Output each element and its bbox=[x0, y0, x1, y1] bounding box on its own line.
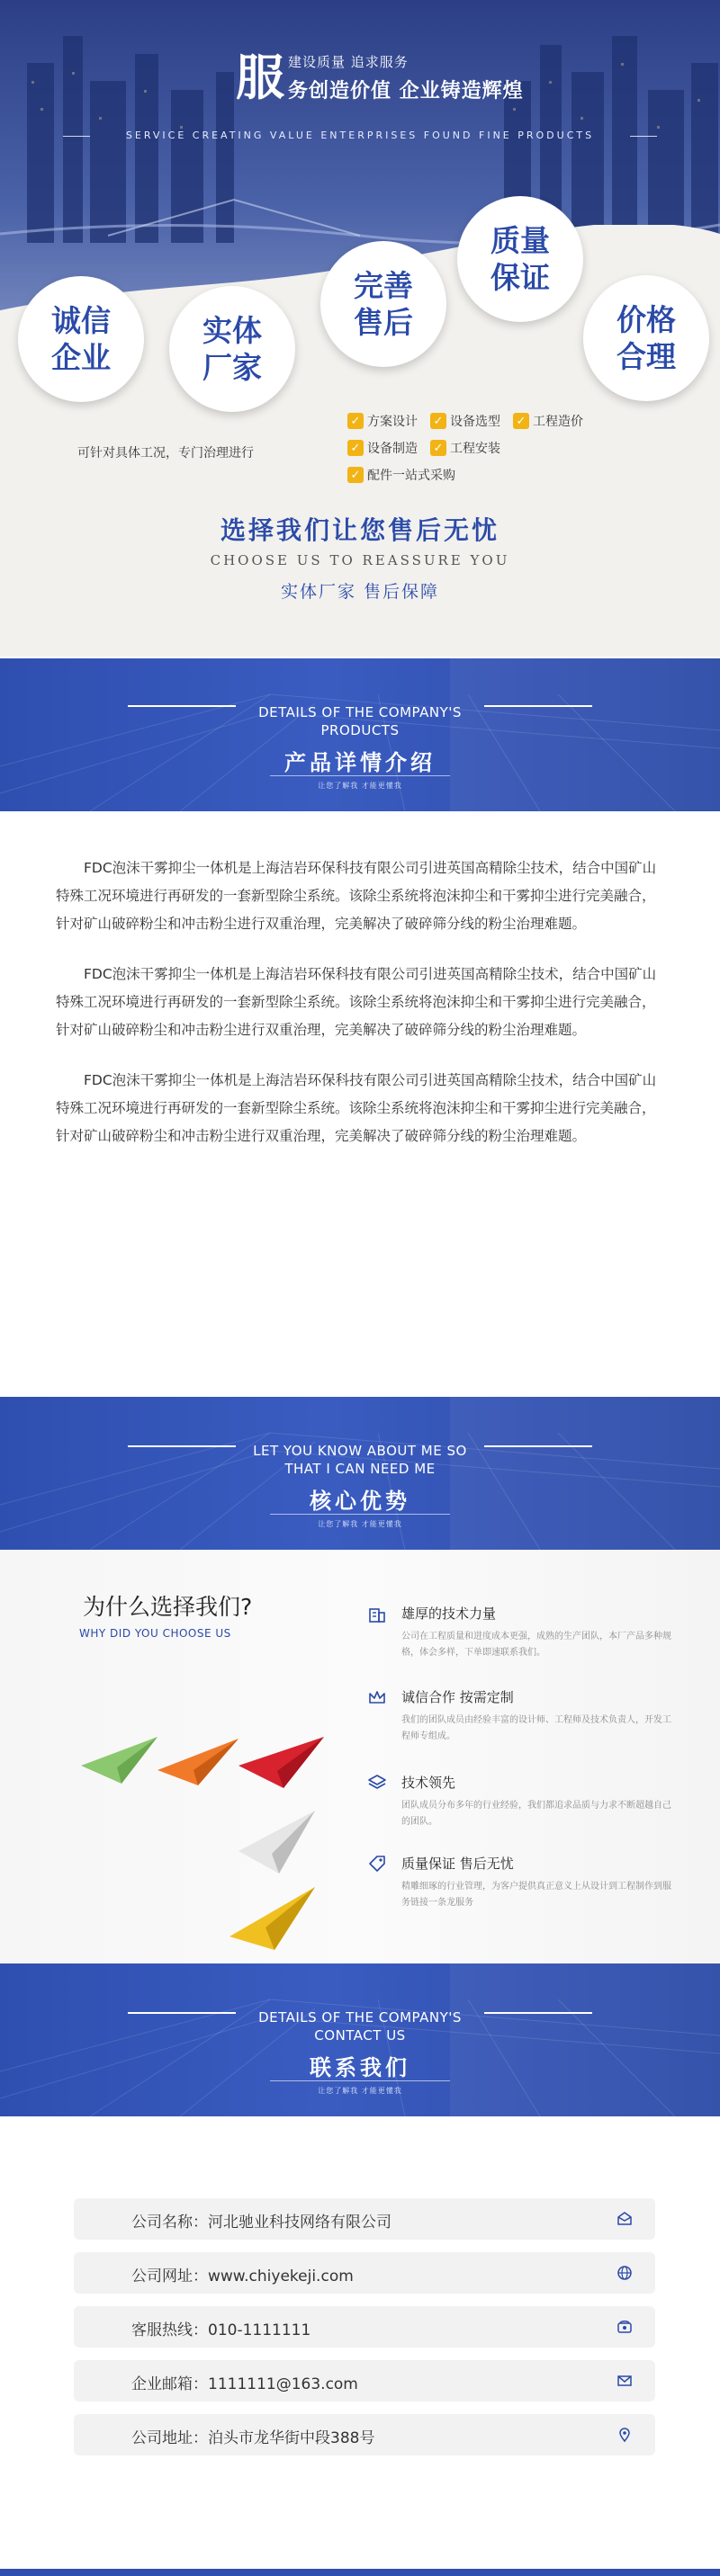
why-item-description: 公司在工程质量和进度成本更强，成熟的生产团队，本厂产品多种规格，体会多样，下单即速联系我们。 bbox=[401, 1632, 671, 1658]
banner-english-line1: DETAILS OF THE COMPANY'S bbox=[258, 2009, 462, 2026]
contact-text: 公司网址：www.chiyekeji.com bbox=[131, 2267, 354, 2285]
phone-icon bbox=[616, 2318, 634, 2336]
banner-tagline: 让您了解我 才能更懂我 bbox=[318, 2087, 402, 2095]
banner-tagline: 让您了解我 才能更懂我 bbox=[318, 1520, 402, 1528]
banner-title: 核心优势 bbox=[310, 1489, 410, 1514]
check-icon: ✓ bbox=[347, 440, 364, 456]
hero-section bbox=[0, 0, 720, 657]
contact-text: 公司地址：泊头市龙华街中段388号 bbox=[131, 2429, 375, 2447]
feature-item: ✓ 工程安装 bbox=[430, 439, 500, 457]
why-item-description: 我们的团队成员由经验丰富的设计师、工程师及技术负责人，开发工程师专组成。 bbox=[401, 1715, 671, 1741]
divider bbox=[270, 2080, 450, 2081]
feature-item: ✓ 设备选型 bbox=[430, 412, 500, 430]
feature-item: ✓ 方案设计 bbox=[347, 412, 418, 430]
banner-english-line1: DETAILS OF THE COMPANY'S bbox=[258, 704, 462, 720]
why-item bbox=[367, 1773, 671, 1845]
why-subtitle: WHY DID YOU CHOOSE US bbox=[79, 1627, 231, 1640]
divider bbox=[270, 775, 450, 776]
contact-hotline bbox=[74, 2306, 655, 2348]
hero-slogan-line1: 建设质量 追求服务 bbox=[288, 54, 409, 70]
envelope-icon bbox=[616, 2372, 634, 2390]
product-details-banner bbox=[0, 658, 720, 811]
why-item bbox=[367, 1604, 671, 1676]
contact-website bbox=[74, 2252, 655, 2294]
why-item-title: 诚信合作 按需定制 bbox=[401, 1689, 514, 1705]
banner-title: 产品详情介绍 bbox=[284, 750, 436, 775]
feature-row bbox=[347, 412, 644, 430]
banner-english-line2: THAT I CAN NEED ME bbox=[284, 1461, 436, 1477]
feature-list bbox=[347, 412, 644, 493]
paper-plane-green bbox=[81, 1737, 158, 1784]
core-advantages-banner bbox=[0, 1397, 720, 1550]
banner-title: 联系我们 bbox=[310, 2055, 410, 2080]
why-item-title: 雄厚的技术力量 bbox=[401, 1606, 497, 1622]
feature-row bbox=[347, 466, 644, 484]
check-icon: ✓ bbox=[347, 467, 364, 483]
divider bbox=[270, 1514, 450, 1515]
location-icon bbox=[616, 2426, 634, 2444]
paper-plane-white bbox=[238, 1811, 315, 1874]
paper-plane-red bbox=[238, 1737, 324, 1788]
feature-item: ✓ 配件一站式采购 bbox=[347, 466, 455, 484]
contact-us-banner bbox=[0, 1963, 720, 2116]
banner-english-line1: LET YOU KNOW ABOUT ME SO bbox=[253, 1443, 467, 1459]
product-paragraph: FDC泡沫干雾抑尘一体机是上海洁岩环保科技有限公司引进英国高精除尘技术，结合中国矿山特殊工况环境进行再研发的一套新型除尘系统。该除尘系统将泡沫抑尘和干雾抑尘进行完美融合，针对矿山破碎粉尘和冲击粉尘进行双重治理，完美解决了破碎筛分线的粉尘治理难题。 bbox=[56, 860, 657, 932]
why-title: 为什么选择我们? bbox=[83, 1594, 253, 1620]
badge-quality: 质量 保证 bbox=[457, 196, 583, 322]
why-choose-us-section bbox=[0, 1550, 720, 1963]
badge-price: 价格 合理 bbox=[583, 275, 709, 401]
crown-icon bbox=[367, 1687, 387, 1707]
paper-plane-orange bbox=[158, 1739, 238, 1785]
why-item-description: 团队成员分布多年的行业经验，我们都追求品质与力求不断超越自己的团队。 bbox=[401, 1801, 671, 1827]
divider bbox=[484, 2012, 592, 2014]
contact-address bbox=[74, 2414, 655, 2455]
check-icon: ✓ bbox=[347, 413, 364, 429]
check-icon: ✓ bbox=[430, 440, 446, 456]
feature-row bbox=[347, 439, 644, 457]
footer-strip bbox=[0, 2569, 720, 2576]
product-paragraph: FDC泡沫干雾抑尘一体机是上海洁岩环保科技有限公司引进英国高精除尘技术，结合中国矿山特殊工况环境进行再研发的一套新型除尘系统。该除尘系统将泡沫抑尘和干雾抑尘进行完美融合，针对矿山破碎粉尘和冲击粉尘进行双重治理，完美解决了破碎筛分线的粉尘治理难题。 bbox=[56, 966, 657, 1038]
why-item bbox=[367, 1687, 671, 1759]
contact-text: 客服热线：010-1111111 bbox=[131, 2321, 311, 2339]
globe-icon bbox=[616, 2264, 634, 2282]
paper-plane-yellow bbox=[230, 1887, 315, 1950]
building-icon bbox=[367, 1604, 387, 1623]
feature-item: ✓ 设备制造 bbox=[347, 439, 418, 457]
badge-manufacturer: 实体 厂家 bbox=[169, 286, 295, 412]
hero-english-slogan: SERVICE CREATING VALUE ENTERPRISES FOUND FINE PRODUCTS bbox=[125, 130, 595, 141]
check-icon: ✓ bbox=[513, 413, 529, 429]
hero-big-char: 服 bbox=[236, 49, 284, 106]
hero-slogan-line2: 务创造价值 企业铸造辉煌 bbox=[288, 80, 524, 103]
choose-us-english: CHOOSE US TO REASSURE YOU bbox=[210, 552, 510, 568]
badge-after-sales: 完善 售后 bbox=[320, 241, 446, 367]
check-icon: ✓ bbox=[430, 413, 446, 429]
layers-icon bbox=[367, 1773, 387, 1793]
feature-item: ✓ 工程造价 bbox=[513, 412, 583, 430]
contact-text: 公司名称：河北驰业科技网络有限公司 bbox=[131, 2214, 392, 2232]
contact-text: 企业邮箱：1111111@163.com bbox=[131, 2375, 358, 2393]
tag-icon bbox=[367, 1854, 387, 1874]
badge-integrity: 诚信 企业 bbox=[18, 276, 144, 402]
choose-us-subtitle: 实体厂家 售后保障 bbox=[280, 582, 440, 602]
divider bbox=[630, 136, 657, 137]
choose-us-heading: 选择我们让您售后无忧 bbox=[220, 515, 500, 545]
product-description bbox=[56, 854, 664, 1173]
divider bbox=[484, 1445, 592, 1447]
why-item-title: 技术领先 bbox=[401, 1775, 456, 1791]
banner-english-line2: PRODUCTS bbox=[320, 722, 400, 738]
divider bbox=[484, 705, 592, 707]
banner-english-line2: CONTACT US bbox=[314, 2027, 406, 2044]
why-item-title: 质量保证 售后无忧 bbox=[401, 1856, 514, 1872]
banner-tagline: 让您了解我 才能更懂我 bbox=[318, 782, 402, 790]
why-item bbox=[367, 1854, 671, 1926]
mail-open-icon bbox=[616, 2210, 634, 2228]
contact-company-name bbox=[74, 2198, 655, 2240]
product-paragraph: FDC泡沫干雾抑尘一体机是上海洁岩环保科技有限公司引进英国高精除尘技术，结合中国矿山特殊工况环境进行再研发的一套新型除尘系统。该除尘系统将泡沫抑尘和干雾抑尘进行完美融合，针对矿山破碎粉尘和冲击粉尘进行双重治理，完美解决了破碎筛分线的粉尘治理难题。 bbox=[56, 1072, 657, 1144]
hero-left-note: 可针对具体工况，专门治理进行 bbox=[77, 446, 254, 461]
paper-planes-illustration bbox=[72, 1685, 342, 1954]
hero-title bbox=[0, 34, 720, 115]
contact-email bbox=[74, 2360, 655, 2402]
why-item-description: 精雕细琢的行业管理，为客户提供真正意义上从设计到工程制作到服务链接一条龙服务 bbox=[401, 1882, 671, 1908]
